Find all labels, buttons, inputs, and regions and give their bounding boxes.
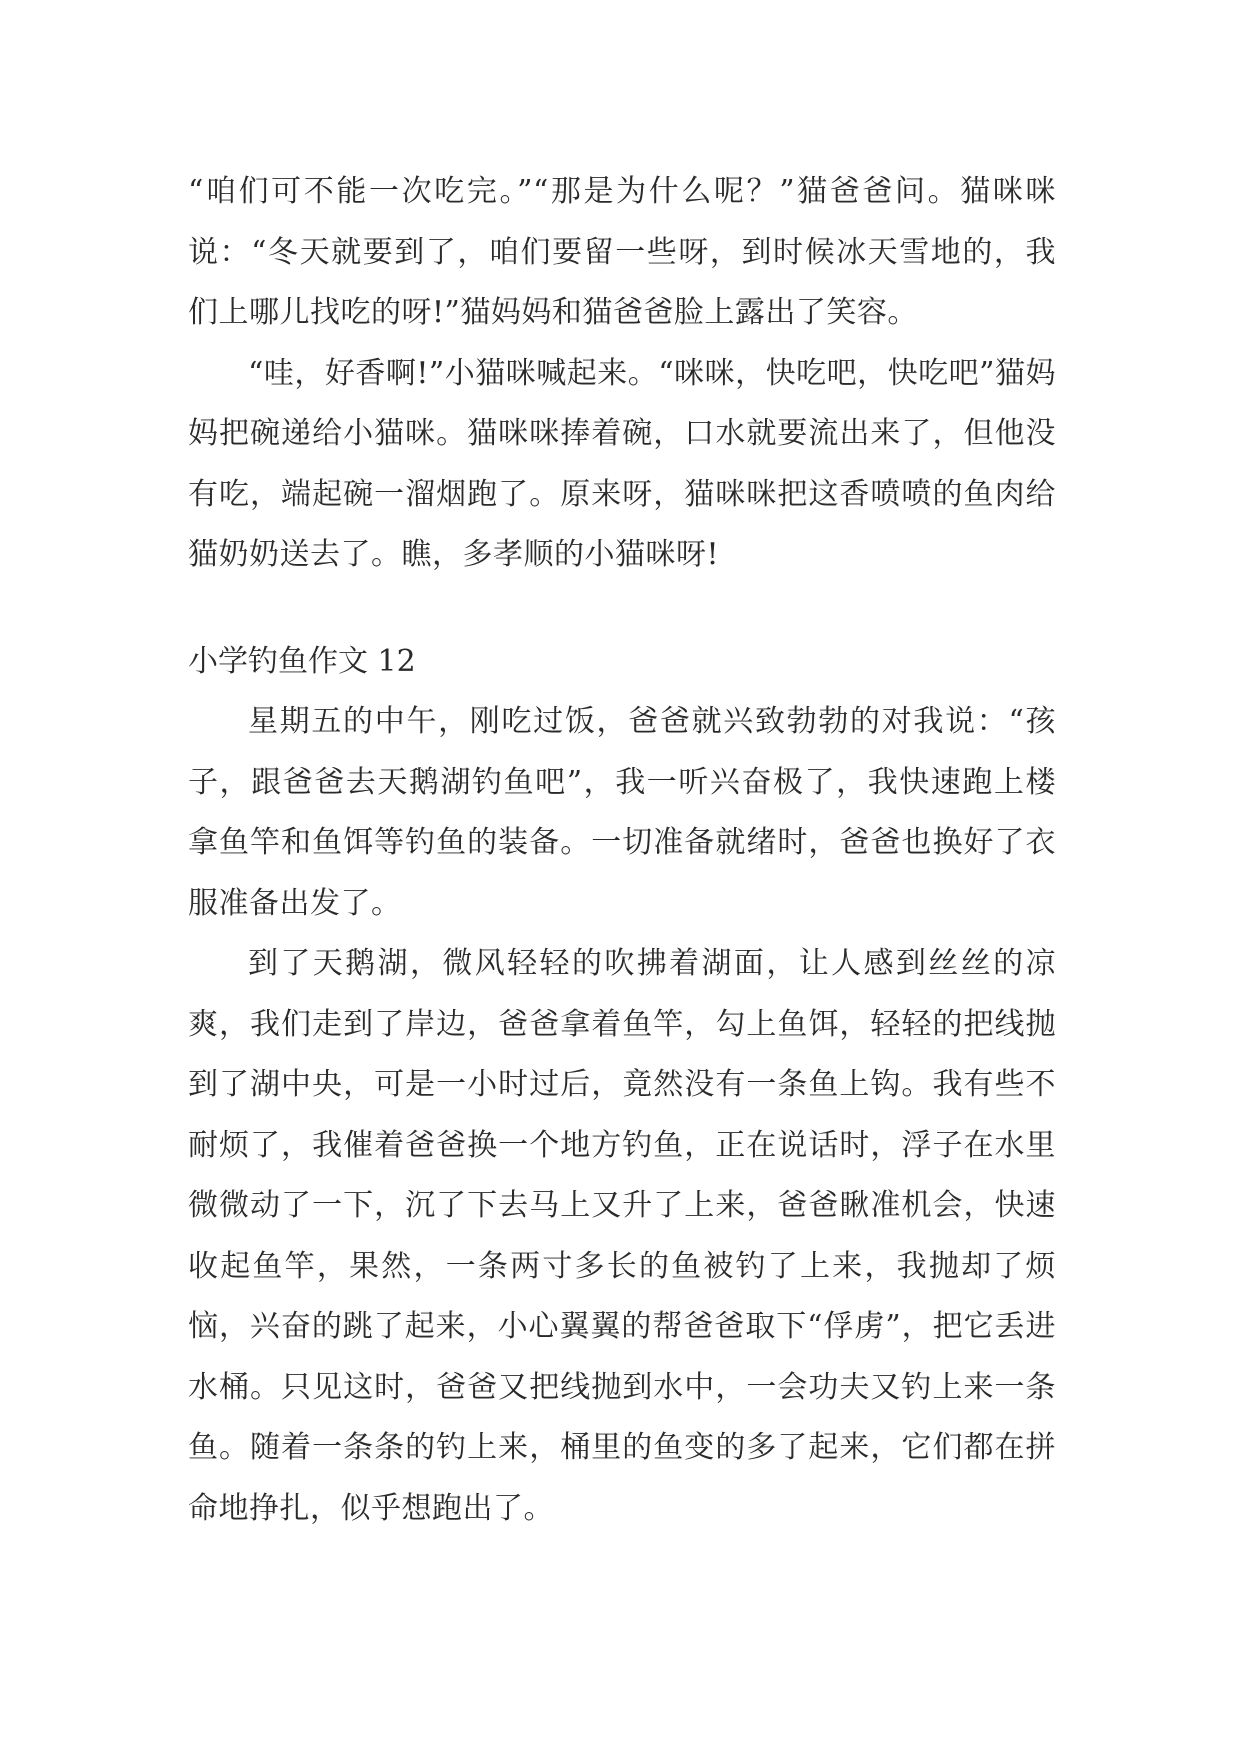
- document-body: [188, 162, 1056, 1539]
- paragraph-story-end-1: “咱们可不能一次吃完。”“那是为什么呢？”猫爸爸问。猫咪咪说：“冬天就要到了，咱们要留一些呀，到时候冰天雪地的，我们上哪儿找吃的呀!”猫妈妈和猫爸爸脸上露出了笑容。: [188, 174, 1056, 330]
- section-spacer: [188, 586, 1056, 632]
- paragraph-story-end-2: “哇，好香啊!”小猫咪喊起来。“咪咪，快吃吧，快吃吧”猫妈妈把碗递给小猫咪。猫咪咪捧着碗，口水就要流出来了，但他没有吃，端起碗一溜烟跑了。原来呀，猫咪咪把这香喷喷的鱼肉给猫奶奶送去了。瞧，多孝顺的小猫咪呀!: [188, 355, 1056, 572]
- paragraph-fishing-2: 到了天鹅湖，微风轻轻的吹拂着湖面，让人感到丝丝的凉爽，我们走到了岸边，爸爸拿着鱼竿，勾上鱼饵，轻轻的把线抛到了湖中央，可是一小时过后，竟然没有一条鱼上钩。我有些不耐烦了，我催着爸爸换一个地方钓鱼，正在说话时，浮子在水里微微动了一下，沉了下去马上又升了上来，爸爸瞅准机会，快速收起鱼竿，果然，一条两寸多长的鱼被钓了上来，我抛却了烦恼，兴奋的跳了起来，小心翼翼的帮爸爸取下“俘虏”，把它丢进水桶。只见这时，爸爸又把线抛到水中，一会功夫又钓上来一条鱼。随着一条条的钓上来，桶里的鱼变的多了起来，它们都在拼命地挣扎，似乎想跑出了。: [188, 946, 1056, 1526]
- paragraph-fishing-1: 星期五的中午，刚吃过饭，爸爸就兴致勃勃的对我说：“孩子，跟爸爸去天鹅湖钓鱼吧”，我一听兴奋极了，我快速跑上楼拿鱼竿和鱼饵等钓鱼的装备。一切准备就绪时，爸爸也换好了衣服准备出发了。: [188, 704, 1056, 921]
- section-title: 小学钓鱼作文 12: [188, 643, 416, 679]
